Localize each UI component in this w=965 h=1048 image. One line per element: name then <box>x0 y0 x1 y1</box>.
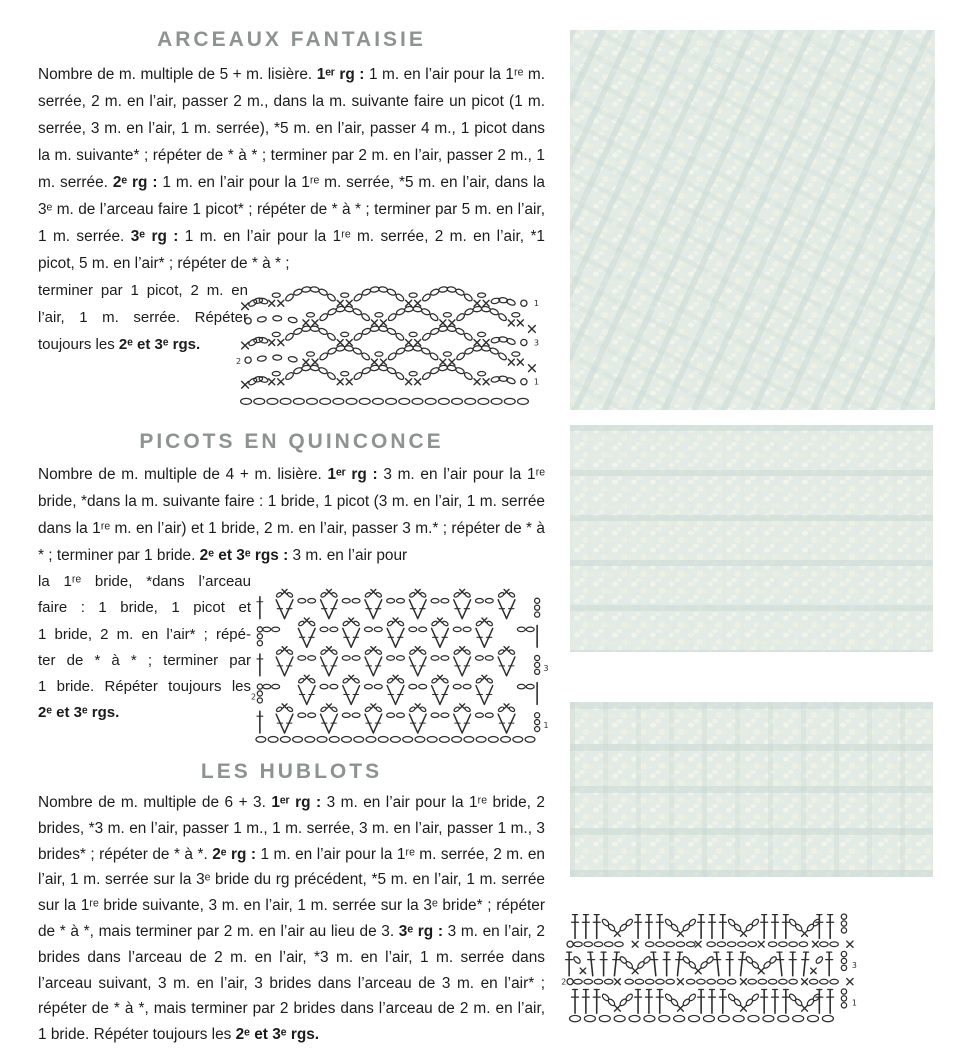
instructions-arceaux-wrap <box>38 277 248 358</box>
text-line <box>38 595 251 621</box>
text-line <box>38 674 251 700</box>
text-line <box>38 304 248 331</box>
instructions-les-hublots <box>38 790 545 1048</box>
bold-run: 1ᵉʳ rg : <box>271 794 327 811</box>
svg-text:2: 2 <box>251 692 257 702</box>
bold-run: 2ᵉ et 3ᵉ rgs. <box>38 704 120 722</box>
svg-text:1: 1 <box>543 721 549 731</box>
text-run: 1 m. en l’air pour la 1ʳᵉ m. serrée, *5 m. en l’air, dans la 3ᵉ m. de l’arceau faire 1 picot* ; répéter de * à * ; terminer par 5 m. en l’air, 1 m. serrée. <box>38 174 545 245</box>
section-title-picots-en-quinconce: PICOTS EN QUINCONCE <box>139 430 444 453</box>
section-title-les-hublots: LES HUBLOTS <box>200 760 383 783</box>
text-run: 1 m. en l’air pour la 1ʳᵉ m. serrée, 2 m. en l’air, passer 2 m., dans la m. suivante faire un picot (1 m. serrée, 3 m. en l’air, 1 m. serrée), *5 m. en l’air, passer 4 m., 1 picot dans la m. suivante* ; répéter de * à * ; terminer par 2 m. en l’air, passer 2 m., 1 m. serrée. <box>38 66 545 191</box>
svg-text:3: 3 <box>543 663 549 673</box>
text-line <box>38 569 251 595</box>
bold-run: 2ᵉ et 3ᵉ rgs : <box>199 547 293 564</box>
crochet-chart-arceaux <box>236 281 546 409</box>
bold-run: 3ᵉ rg : <box>398 922 448 940</box>
svg-text:3: 3 <box>851 960 857 970</box>
swatch-photo-picots-quinconce <box>570 425 933 652</box>
swatch-photo-les-hublots <box>570 702 933 877</box>
text-run: faire : 1 bride, 1 picot et <box>38 599 251 617</box>
text-run: 3 m. en l’air, 2 brides dans l’arceau de 2 m. en l’air, *3 m. en l’air, 1 m. serrée dans l’arceau suivant, 3 m. en l’air, 3 brides dans l’arceau de 3 m. en l’air* ; répéter de * à *, mais terminer par 2 brides dans l’arceau de 2 m. en l’air, 1 bride. Répéter toujours les <box>38 922 545 1044</box>
text-line <box>38 277 248 304</box>
text-run: la 1ʳᵉ bride, *dans l’arceau <box>38 573 251 590</box>
text-run: Nombre de m. multiple de 5 + m. lisière. <box>38 66 317 83</box>
svg-text:1: 1 <box>851 998 857 1008</box>
svg-text:1: 1 <box>533 377 540 387</box>
text-line <box>38 622 251 648</box>
text-run: 3 m. en l’air pour <box>292 547 408 564</box>
instructions-picots-wrap <box>38 569 251 727</box>
text-run: terminer par 1 picot, 2 m. en <box>38 282 248 299</box>
instructions-picots-quinconce <box>38 461 545 569</box>
text-run: 3 m. en l’air pour la 1ʳᵉ bride, *dans la m. suivante faire : 1 bride, 1 picot (3 m. en l’air, 1 m. serrée dans la 1ʳᵉ m. en l’air) et 1 bride, 2 m. en l’air, passer 3 m.* ; répéter de * à * ; terminer par 1 bride. <box>38 466 545 564</box>
text-line <box>38 648 251 674</box>
bold-run: 3ᵉ rg : <box>130 228 185 245</box>
svg-text:1: 1 <box>533 299 540 309</box>
text-line <box>38 331 248 358</box>
bold-run: 2ᵉ et 3ᵉ rgs. <box>118 336 201 353</box>
bold-run: 1ᵉʳ rg : <box>316 66 369 83</box>
text-run: toujours les <box>38 336 119 353</box>
svg-text:2: 2 <box>561 977 567 987</box>
text-run: 1 bride. Répéter toujours les <box>38 678 251 696</box>
svg-text:2: 2 <box>236 357 242 367</box>
bold-run: 1ᵉʳ rg : <box>327 466 384 483</box>
text-run: Nombre de m. multiple de 6 + 3. <box>38 794 272 811</box>
text-run: 3 m. en l’air pour la 1ʳᵉ bride, 2 brides, *3 m. en l’air, passer 1 m., 1 m. serrée, 3 m. en l’air, passer 1 m., 3 brides* ; répéter de * à *. <box>38 794 545 863</box>
text-run: Nombre de m. multiple de 4 + m. lisière. <box>38 466 328 483</box>
text-run: l’air, 1 m. serrée. Répéter <box>38 309 248 326</box>
svg-text:3: 3 <box>533 338 540 348</box>
text-run: 1 m. en l’air pour la 1ʳᵉ m. serrée, 2 m. en l’air, *1 picot, 5 m. en l’air* ; répéter de * à * ; <box>38 228 545 272</box>
swatch-photo-arceaux <box>570 30 935 410</box>
text-run: 1 bride, 2 m. en l’air* ; répé- <box>38 625 251 643</box>
text-line <box>38 700 251 726</box>
text-run: 1 m. en l’air pour la 1ʳᵉ m. serrée, 2 m. en l’air, 1 m. serrée sur la 3ᵉ bride du rg précédent, *5 m. en l’air, 1 m. serrée sur la 1ʳᵉ bride suivante, 3 m. en l’air, 1 m. serrée sur la 3ᵉ bride* ; répéter de * à *, mais terminer par 2 m. en l’air au lieu de 3. <box>38 845 545 940</box>
text-run: ter de * à * ; terminer par <box>38 651 251 669</box>
crochet-chart-picots-quinconce <box>251 568 547 747</box>
section-title-arceaux-fantaisie: ARCEAUX FANTAISIE <box>157 28 426 51</box>
bold-run: 2ᵉ et 3ᵉ rgs. <box>235 1026 320 1044</box>
instructions-arceaux-fantaisie <box>38 61 545 277</box>
bold-run: 2ᵉ rg : <box>212 845 261 863</box>
bold-run: 2ᵉ rg : <box>112 174 163 191</box>
crochet-chart-les-hublots <box>561 893 857 1025</box>
